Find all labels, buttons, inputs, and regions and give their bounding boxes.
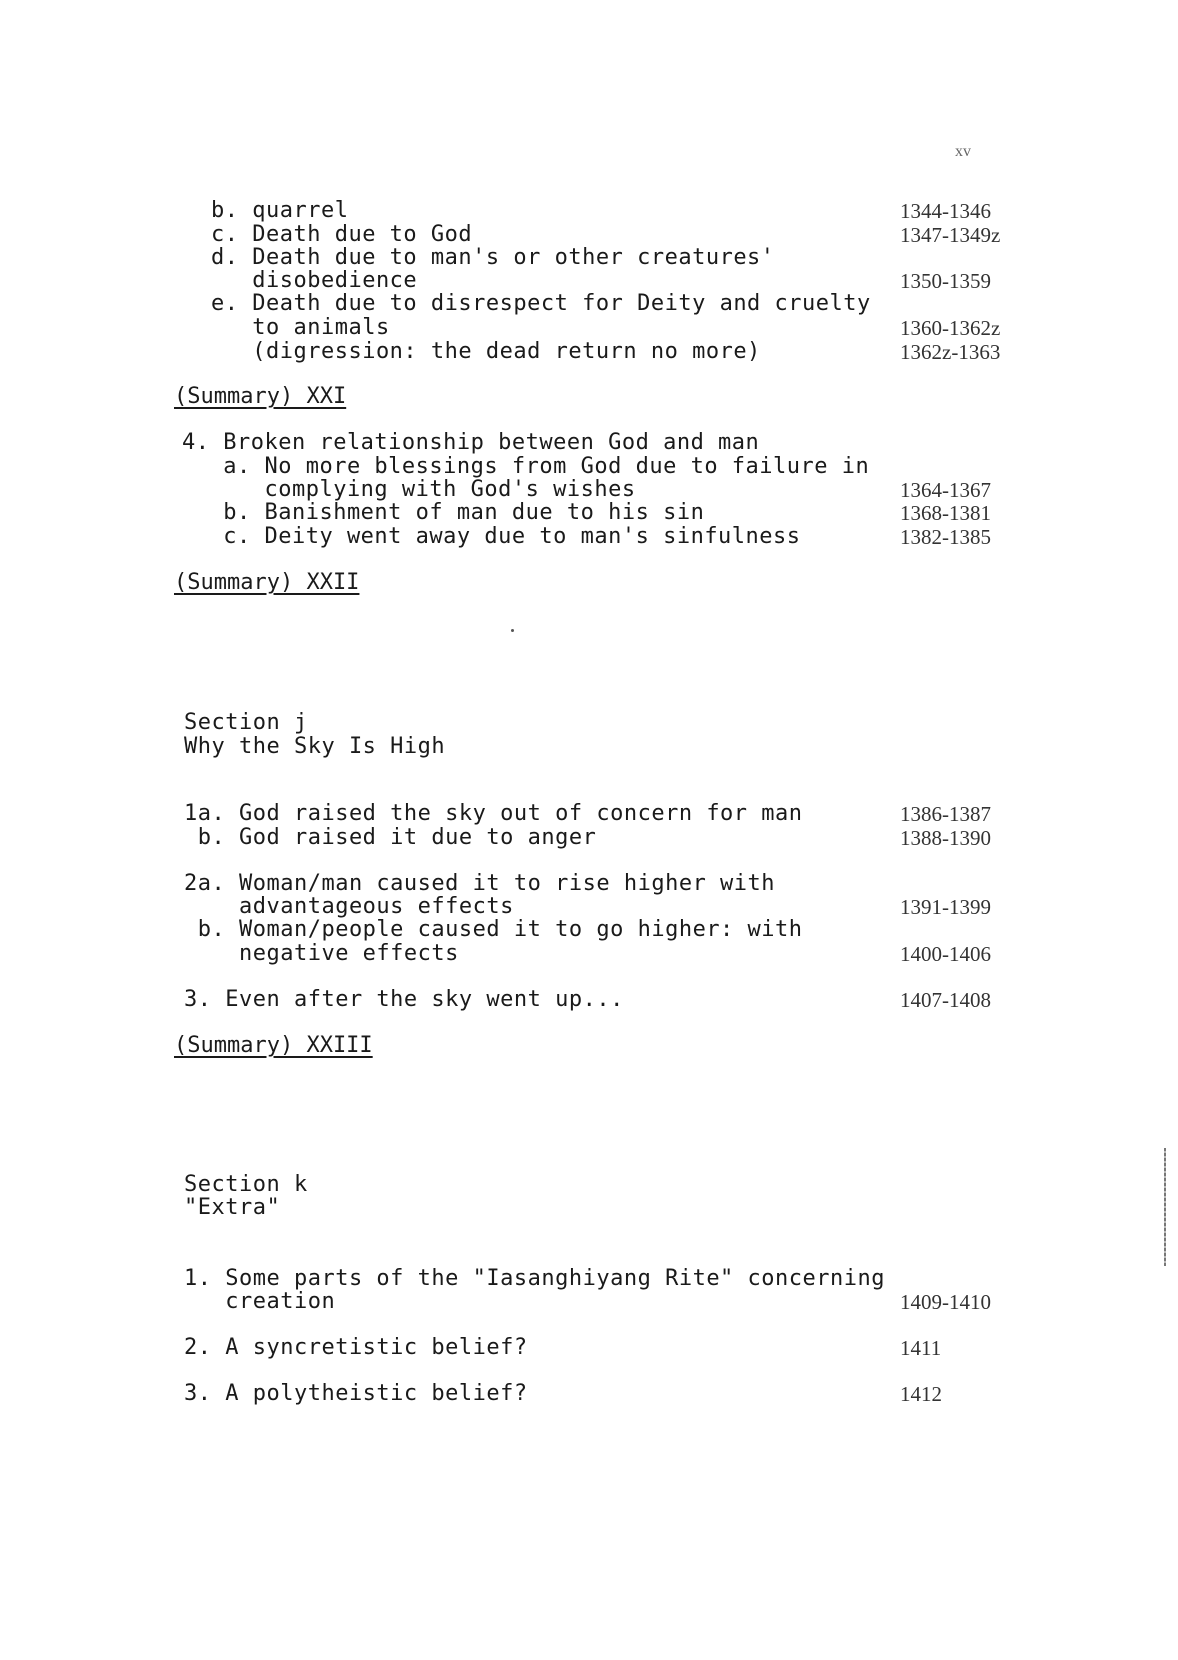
line-range: 1386-1387 [900, 802, 991, 826]
outline-item: disobedience [211, 268, 418, 293]
summary-label: (Summary) XXIII [174, 1033, 373, 1058]
outline-item: 1. Some parts of the "Iasanghiyang Rite" concerning [184, 1266, 886, 1291]
line-range: 1412 [900, 1382, 942, 1406]
outline-item: to animals [211, 315, 390, 340]
outline-item: a. No more blessings from God due to failure in [182, 454, 870, 479]
line-range: 1350-1359 [900, 269, 991, 293]
outline-item: c. Death due to God [211, 222, 473, 247]
outline-item: 3. A polytheistic belief? [184, 1381, 528, 1406]
outline-item: b. Banishment of man due to his sin [182, 500, 705, 525]
outline-item: e. Death due to disrespect for Deity and cruelty [211, 291, 871, 316]
outline-item: creation [184, 1289, 336, 1314]
outline-item: advantageous effects [184, 894, 514, 919]
summary-label: (Summary) XXII [174, 570, 360, 595]
outline-item: negative effects [184, 941, 459, 966]
outline-item: d. Death due to man's or other creatures' [211, 245, 775, 270]
outline-item: c. Deity went away due to man's sinfulness [182, 524, 801, 549]
line-range: 1391-1399 [900, 895, 991, 919]
line-range: 1360-1362z [900, 316, 1001, 340]
outline-item: 3. Even after the sky went up... [184, 987, 624, 1012]
outline-item: b. Woman/people caused it to go higher: with [184, 917, 803, 942]
outline-item: 2. A syncretistic belief? [184, 1335, 528, 1360]
outline-item: 2a. Woman/man caused it to rise higher with [184, 871, 776, 896]
line-range: 1409-1410 [900, 1290, 991, 1314]
line-range: 1411 [900, 1336, 942, 1360]
outline-item: complying with God's wishes [182, 477, 636, 502]
outline-item: 4. Broken relationship between God and man [182, 430, 760, 455]
stray-dot [511, 629, 514, 632]
line-range: 1344-1346 [900, 199, 991, 223]
section-heading: Section j [184, 710, 308, 735]
line-range: 1388-1390 [900, 826, 991, 850]
line-range: 1400-1406 [900, 942, 991, 966]
section-title: "Extra" [184, 1195, 281, 1220]
scan-edge-mark [1164, 1148, 1166, 1266]
section-title: Why the Sky Is High [184, 734, 446, 759]
section-heading: Section k [184, 1172, 308, 1197]
page-number-mark: xv [955, 143, 971, 160]
outline-item: (digression: the dead return no more) [211, 339, 761, 364]
line-range: 1407-1408 [900, 988, 991, 1012]
line-range: 1347-1349z [900, 223, 1001, 247]
outline-item: b. God raised it due to anger [184, 825, 597, 850]
line-range: 1368-1381 [900, 501, 991, 525]
line-range: 1362z-1363 [900, 340, 1001, 364]
outline-item: 1a. God raised the sky out of concern for man [184, 801, 803, 826]
line-range: 1382-1385 [900, 525, 991, 549]
summary-label: (Summary) XXI [174, 384, 347, 409]
outline-item: b. quarrel [211, 198, 349, 223]
line-range: 1364-1367 [900, 478, 991, 502]
